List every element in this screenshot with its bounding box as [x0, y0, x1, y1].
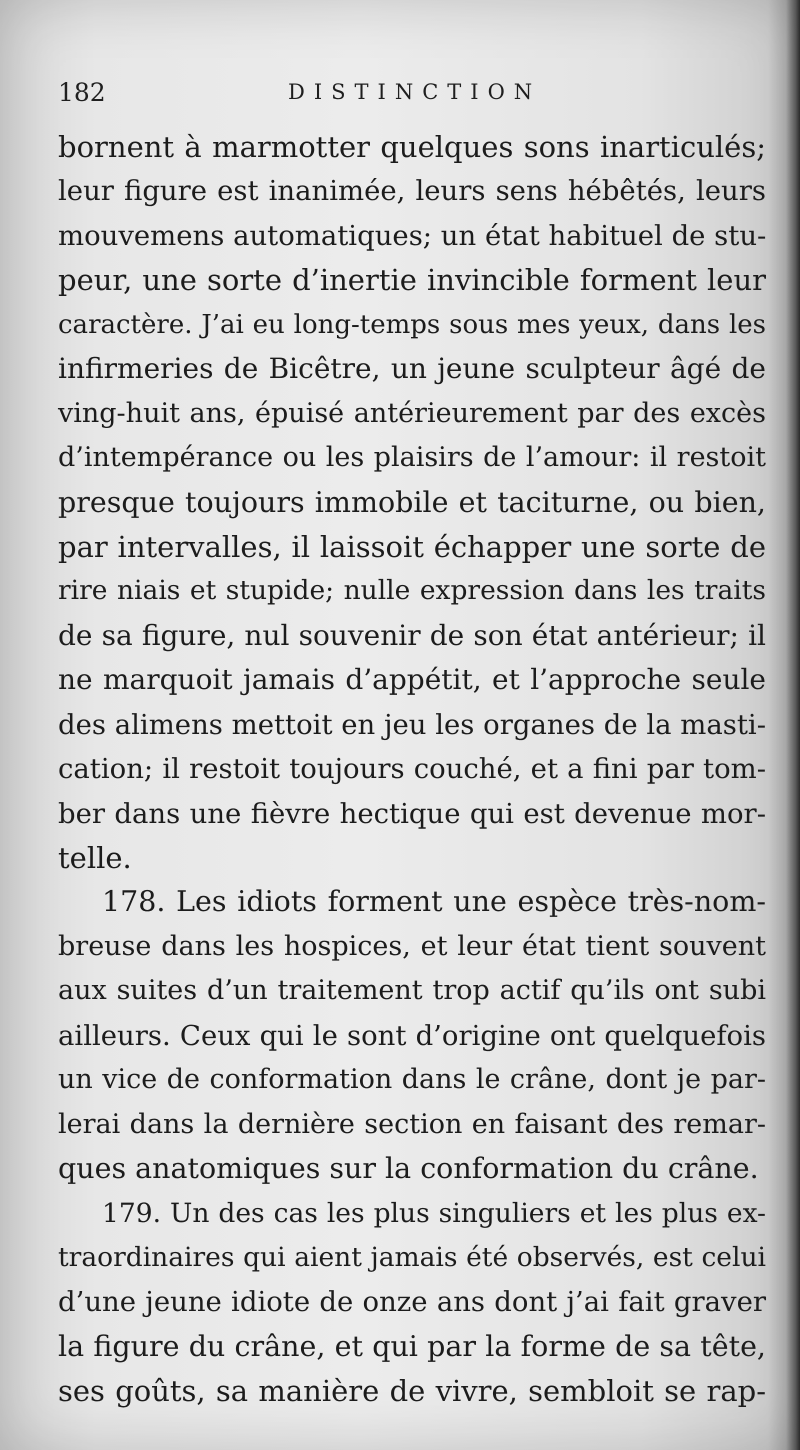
text-line: un vice de conformation dans le crâne, dont je par- [58, 1064, 766, 1096]
text-line: ne marquoit jamais d’appétit, et l’approche seule [58, 663, 766, 697]
page-number: 182 [58, 78, 106, 107]
paragraph-end-line: telle. [58, 841, 132, 875]
text-line: peur, une sorte d’inertie invincible forment leur [58, 263, 766, 298]
text-line: mouvemens automatiques; un état habituel de stu- [58, 219, 767, 252]
text-line: ber dans une fièvre hectique qui est devenue mor- [58, 797, 766, 830]
text-line: ving-huit ans, épuisé antérieurement par des excès [58, 397, 766, 429]
paragraph-start-line: 178. Les idiots forment une espèce très-nom- [102, 885, 766, 919]
text-line: ailleurs. Ceux qui le sont d’origine ont quelquefois [58, 1019, 766, 1052]
text-line: d’intempérance ou les plaisirs de l’amour: il restoit [58, 442, 766, 474]
text-line: de sa figure, nul souvenir de son état antérieur; il [58, 618, 766, 652]
body-text [58, 125, 766, 1414]
text-line: rire niais et stupide; nulle expression dans les traits [58, 575, 766, 607]
text-line: lerai dans la dernière section en faisant des remar- [58, 1108, 766, 1140]
text-line: par intervalles, il laissoit échapper une sorte de [58, 529, 766, 564]
text-line: la figure du crâne, et qui par la forme de sa tête, [58, 1329, 766, 1363]
text-line: leur figure est inanimée, leurs sens hébêtés, leurs [58, 175, 766, 208]
text-line: aux suites d’un traitement trop actif qu’ils ont subi [58, 975, 766, 1007]
text-line: breuse dans les hospices, et leur état tient souvent [58, 930, 766, 962]
paragraph-start-line: 179. Un des cas les plus singuliers et les plus ex- [102, 1197, 766, 1229]
page-header [58, 78, 778, 118]
text-line: infirmeries de Bicêtre, un jeune sculpteur âgé de [58, 352, 766, 386]
text-line: bornent à marmotter quelques sons inarticulés; [58, 130, 766, 164]
text-line: d’une jeune idiote de onze ans dont j’ai fait graver [58, 1286, 766, 1319]
text-line: presque toujours immobile et taciturne, ou bien, [58, 485, 766, 519]
running-title: DISTINCTION [288, 80, 542, 104]
text-line: traordinaires qui aient jamais été observés, est celui [58, 1241, 766, 1273]
text-line: cation; il restoit toujours couché, et a fini par tom- [58, 753, 766, 786]
text-line: des alimens mettoit en jeu les organes de la masti- [58, 708, 766, 741]
paragraph-end-line: ques anatomiques sur la conformation du crâne. [58, 1152, 759, 1186]
text-line: caractère. J’ai eu long-temps sous mes yeux, dans les [58, 309, 766, 340]
page-edge-shadow [786, 0, 800, 1450]
text-line: ses goûts, sa manière de vivre, sembloit se rap- [58, 1374, 766, 1409]
